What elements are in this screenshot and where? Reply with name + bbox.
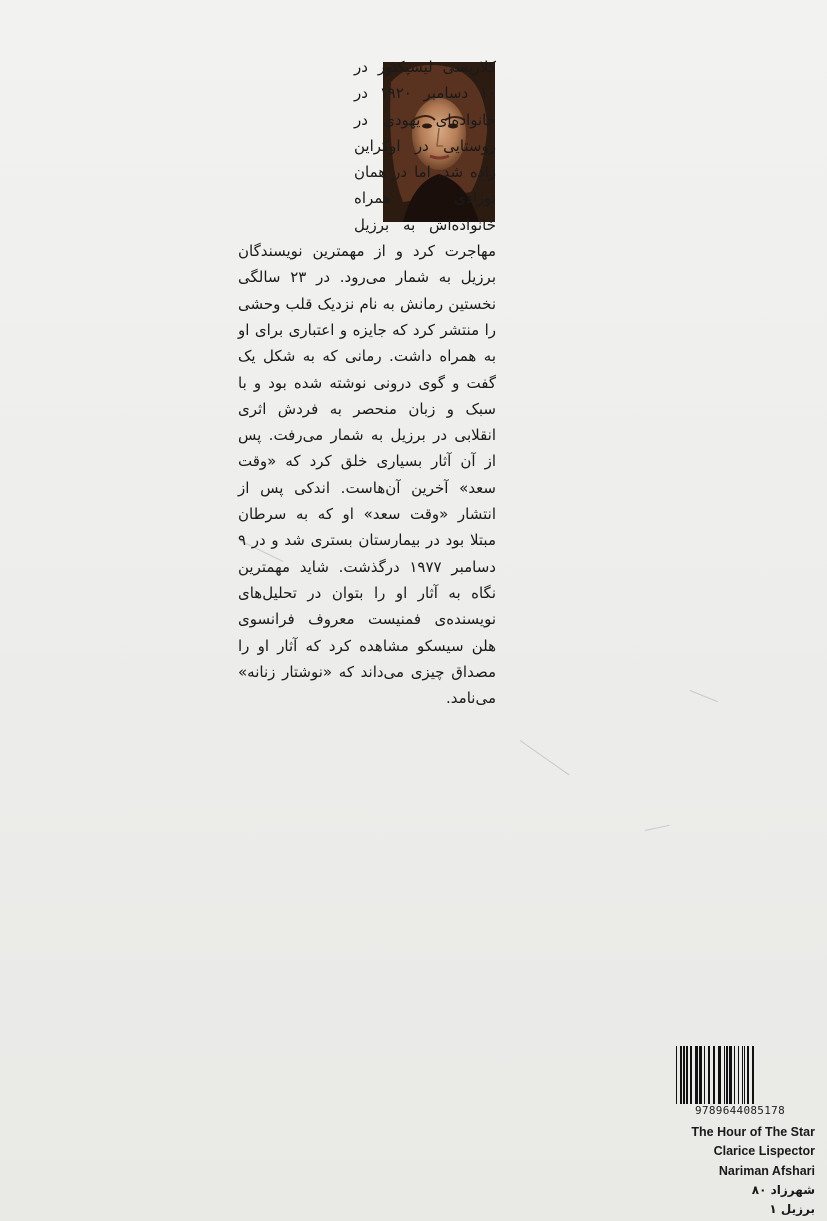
barcode-bar	[747, 1046, 749, 1104]
book-title-en: The Hour of The Star	[691, 1125, 815, 1139]
author-name-en: Clarice Lispector	[713, 1144, 815, 1159]
barcode-bars	[674, 1046, 812, 1104]
barcode-bar	[726, 1046, 728, 1104]
barcode-bar	[713, 1046, 715, 1104]
subseries-label: برزیل ۱	[769, 1202, 815, 1217]
barcode-bar	[686, 1046, 688, 1104]
barcode-bar	[744, 1046, 745, 1104]
barcode-bar	[683, 1046, 685, 1104]
barcode-bar	[718, 1046, 721, 1104]
barcode-bar	[724, 1046, 725, 1104]
book-credits	[615, 1123, 815, 1219]
translator-name-en: Nariman Afshari	[718, 1163, 815, 1178]
cover-scratch	[690, 690, 718, 702]
isbn-barcode	[666, 1046, 814, 1118]
barcode-bar	[690, 1046, 692, 1104]
barcode-bar	[680, 1046, 682, 1104]
barcode-bar	[752, 1046, 754, 1104]
cover-scratch	[520, 740, 570, 775]
barcode-bar	[742, 1046, 743, 1104]
cover-scratch	[645, 825, 670, 831]
barcode-bar	[708, 1046, 710, 1104]
barcode-bar	[699, 1046, 702, 1104]
barcode-bar	[729, 1046, 732, 1104]
author-bio-text: کلاریسی لیسپکتور در ۱۰ دسامبر ۱۹۲۰ در خانواده‌ای یهودی در روستایی در اوکراین زاده شد. اما در همان نوزادی همراه خانواده‌اش به برزیل مهاجرت کرد و از مهمترین نویسندگان برزیل به شمار می‌رود. در ۲۳ سالگی نخستین رمانش به نام نزدیک قلب وحشی را منتشر کرد که جایزه و اعتباری برای او به همراه داشت. رمانی که به شکل یک گفت و گوی درونی نوشته شده بود و با سبک و زبان منحصر به فردش اثری انقلابی در برزیل به شمار می‌رفت. پس از آن آثار بسیاری خلق کرد که «وقت سعد» آخرین آن‌هاست. اندکی پس از انتشار «وقت سعد» او که به سرطان مبتلا بود در بیمارستان بستری شد و در ۹ دسامبر ۱۹۷۷ درگذشت. شاید مهمترین نگاه به آثار او را بتوان در تحلیل‌های نویسنده‌ی فمنیست معروف فرانسوی هلن سیسکو مشاهده کرد که آثار او را مصداق چیزی می‌داند که «نوشتار زنانه» می‌نامد.	[238, 58, 496, 708]
series-label: شهرزاد ۸۰	[751, 1182, 815, 1197]
barcode-bar	[695, 1046, 698, 1104]
barcode-bar	[704, 1046, 705, 1104]
barcode-bar	[676, 1046, 677, 1104]
barcode-bar	[738, 1046, 739, 1104]
author-bio	[238, 54, 496, 711]
barcode-bar	[734, 1046, 735, 1104]
barcode-digits: 9789644085178	[695, 1104, 785, 1117]
